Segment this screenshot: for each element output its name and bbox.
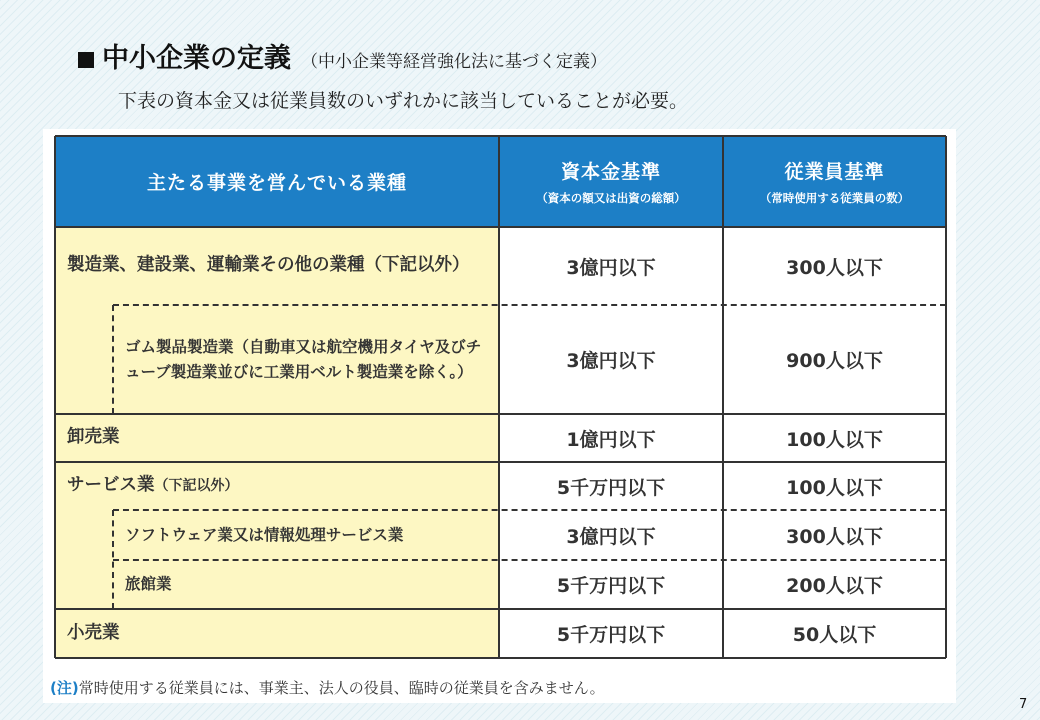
table-row-industry — [55, 462, 499, 510]
industry-note: （下記以外） — [154, 477, 239, 494]
table-row-employees: 100人以下 — [786, 428, 883, 451]
table-row-employees: 50人以下 — [792, 624, 877, 646]
intro-text: 下表の資本金又は従業員数のいずれかに該当していることが必要。 — [118, 90, 689, 112]
page-title — [78, 36, 607, 72]
industry-label: サービス業 — [67, 475, 155, 496]
table-row-capital: 5千万円以下 — [556, 476, 666, 499]
sme-definition-table — [55, 136, 946, 658]
dashed-divider — [113, 559, 946, 561]
header-industry — [55, 136, 499, 227]
table-border — [722, 136, 724, 658]
table-row-capital: 1億円以下 — [566, 428, 656, 451]
table-row-capital: 3億円以下 — [566, 525, 656, 548]
table-row-industry: 製造業、建設業、運輸業その他の業種（下記以外） — [67, 255, 470, 276]
header-employees-label: 従業員基準 — [784, 161, 885, 183]
bullet-square-icon — [78, 52, 94, 68]
table-row-industry: 卸売業 — [67, 427, 120, 448]
table-row-capital: 5千万円以下 — [556, 575, 666, 597]
table-row-industry: 旅館業 — [125, 575, 172, 594]
table-border — [498, 136, 500, 658]
table-border — [55, 413, 946, 415]
table-row-employees: 200人以下 — [786, 575, 883, 597]
table-border — [55, 461, 946, 463]
table-row-employees: 300人以下 — [786, 256, 883, 279]
table-border — [55, 608, 946, 610]
table-row-employees: 900人以下 — [786, 350, 883, 372]
table-row-capital: 5千万円以下 — [556, 624, 666, 646]
table-row-capital: 3億円以下 — [566, 256, 656, 279]
header-employees-note: （常時使用する従業員の数） — [759, 191, 910, 205]
table-row-industry: 小売業 — [67, 622, 120, 643]
header-capital-label: 資本金基準 — [560, 161, 661, 183]
footnote-text: 常時使用する従業員には、事業主、法人の役員、臨時の従業員を含みません。 — [78, 679, 605, 697]
title-main: 中小企業の定義 — [102, 43, 291, 74]
table-row-industry: ソフトウェア業又は情報処理サービス業 — [125, 525, 404, 544]
table-row-employees: 300人以下 — [786, 525, 883, 548]
footnote — [50, 677, 605, 698]
header-industry-label: 主たる事業を営んでいる業種 — [146, 172, 407, 194]
table-border — [55, 135, 946, 137]
table-row-capital: 3億円以下 — [566, 350, 656, 372]
footnote-mark: (注) — [50, 679, 79, 697]
table-border — [55, 226, 946, 228]
table-row-industry: ゴム製品製造業（自動車又は航空機用タイヤ及びチューブ製造業並びに工業用ベルト製造業を除く。） — [125, 338, 482, 381]
table-border — [54, 136, 56, 658]
header-capital — [499, 136, 723, 227]
table-row-employees: 100人以下 — [786, 476, 883, 499]
dashed-divider — [112, 305, 114, 414]
title-subtitle: （中小企業等経営強化法に基づく定義） — [301, 52, 607, 72]
dashed-divider — [112, 510, 114, 609]
table-border — [945, 136, 947, 658]
dashed-divider — [113, 304, 946, 306]
header-employees — [723, 136, 946, 227]
page-number: 7 — [1019, 697, 1028, 712]
header-capital-note: （資本の額又は出資の総額） — [536, 191, 686, 205]
table-border — [55, 657, 946, 659]
dashed-divider — [113, 509, 946, 511]
